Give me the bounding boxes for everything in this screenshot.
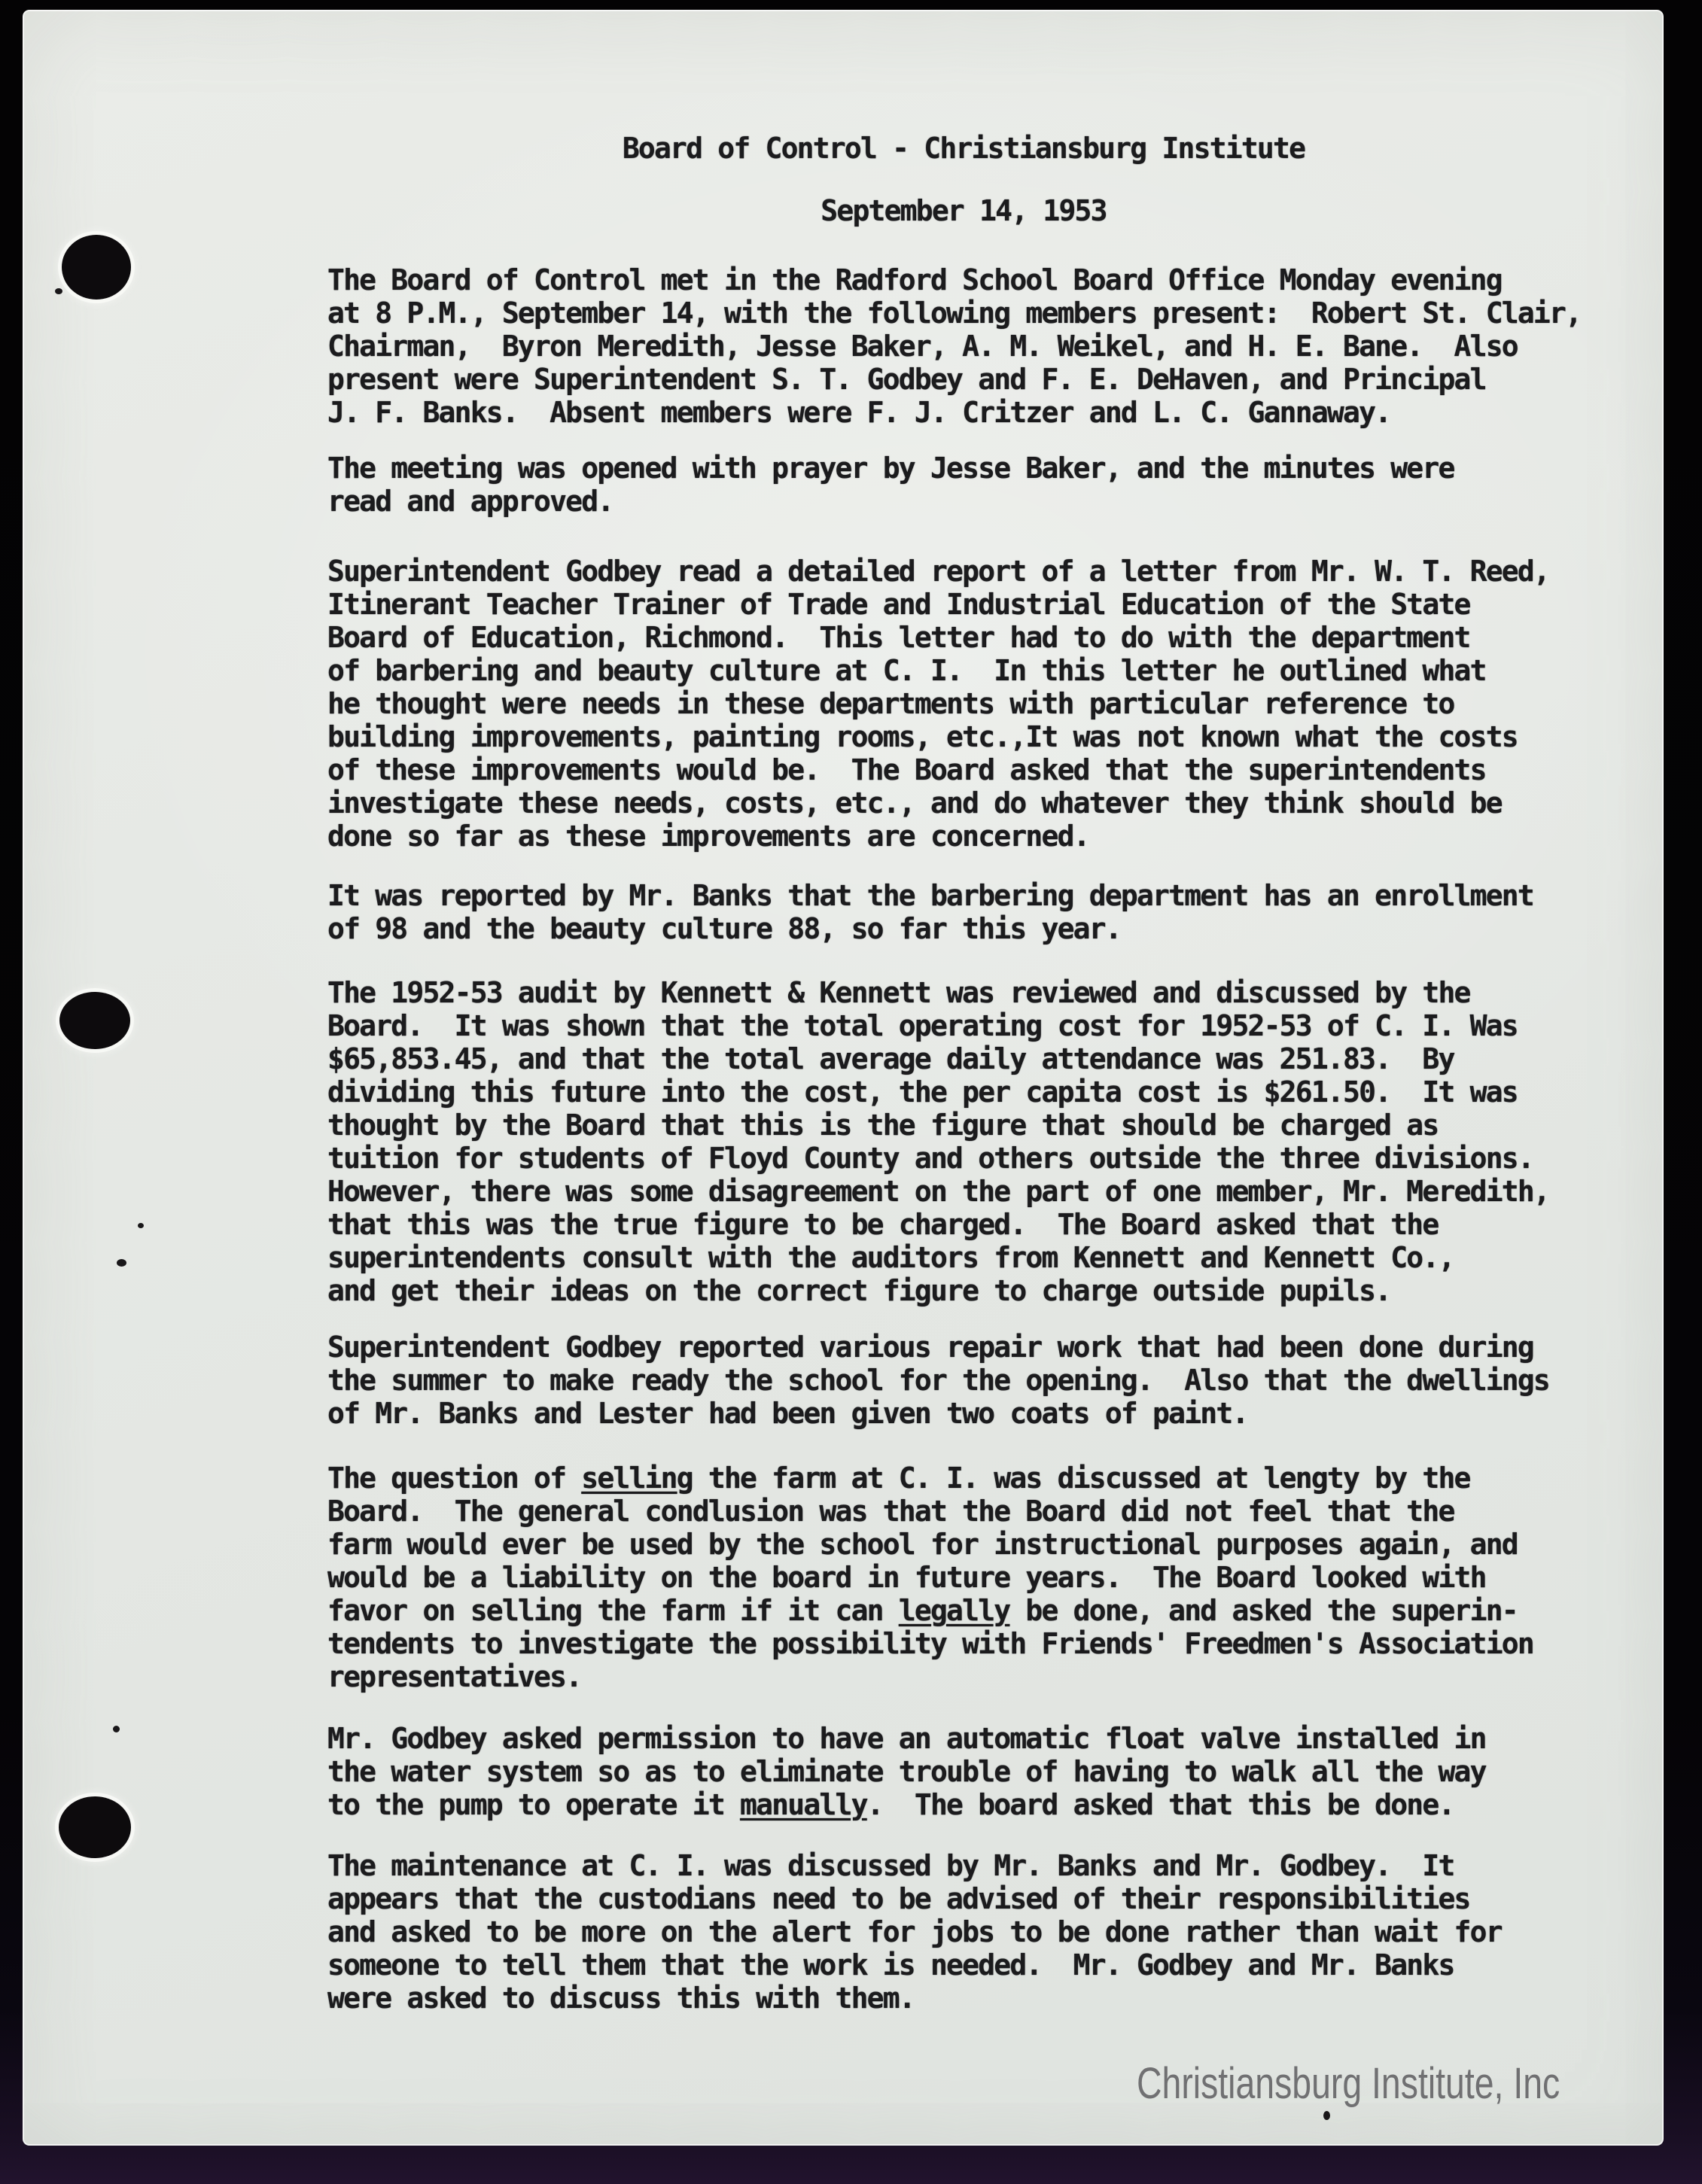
text-line: of these improvements would be. The Board asked that the superintendents: [327, 753, 1486, 786]
paragraph-float-valve: [327, 1722, 1486, 1821]
paragraph-farm-sale: [327, 1462, 1533, 1693]
ink-speck: [55, 288, 62, 294]
text-line: Board of Education, Richmond. This letter had to do with the department: [327, 621, 1470, 654]
text-line: Mr. Godbey asked permission to have an automatic float valve installed in: [327, 1722, 1486, 1755]
text-line: Board. The general condlusion was that the Board did not feel that the: [327, 1495, 1454, 1528]
ink-speck: [1323, 2111, 1330, 2120]
text-line: The meeting was opened with prayer by Jesse Baker, and the minutes were: [327, 452, 1454, 485]
text-line: representatives.: [327, 1660, 582, 1693]
text-line: The 1952-53 audit by Kennett & Kennett was reviewed and discussed by the: [327, 976, 1470, 1009]
text-line: J. F. Banks. Absent members were F. J. Critzer and L. C. Gannaway.: [327, 396, 1391, 429]
text-line: of barbering and beauty culture at C. I. In this letter he outlined what: [327, 654, 1486, 687]
text-line: favor on selling the farm if it can legally be done, and asked the superin-: [327, 1594, 1518, 1627]
text-line: Itinerant Teacher Trainer of Trade and Industrial Education of the State: [327, 588, 1470, 621]
text-line: were asked to discuss this with them.: [327, 1982, 915, 2015]
text-line: appears that the custodians need to be advised of their responsibilities: [327, 1882, 1470, 1915]
text-line: thought by the Board that this is the figure that should be charged as: [327, 1109, 1439, 1142]
text-line: of Mr. Banks and Lester had been given two coats of paint.: [327, 1397, 1248, 1430]
punch-hole: [62, 235, 131, 300]
ink-speck: [138, 1223, 144, 1228]
text-line: It was reported by Mr. Banks that the barbering department has an enrollment: [327, 879, 1533, 912]
punch-hole: [59, 1796, 131, 1858]
text-line: Superintendent Godbey reported various repair work that had been done during: [327, 1331, 1533, 1364]
paragraph-repair-work: [327, 1331, 1549, 1430]
text-line: superintendents consult with the auditors from Kennett and Kennett Co.,: [327, 1241, 1454, 1274]
text-line: he thought were needs in these departments with particular reference to: [327, 687, 1454, 720]
text-line: and asked to be more on the alert for jobs to be done rather than wait for: [327, 1915, 1502, 1948]
text-line: The maintenance at C. I. was discussed by Mr. Banks and Mr. Godbey. It: [327, 1849, 1454, 1882]
punch-hole: [59, 992, 130, 1049]
text-line: dividing this future into the cost, the per capita cost is $261.50. It was: [327, 1075, 1518, 1109]
text-line: Chairman, Byron Meredith, Jesse Baker, A. M. Weikel, and H. E. Bane. Also: [327, 330, 1518, 363]
document-date: September 14, 1953: [821, 194, 1107, 227]
text-line: Board. It was shown that the total operating cost for 1952-53 of C. I. Was: [327, 1009, 1518, 1042]
text-line: farm would ever be used by the school for instructional purposes again, and: [327, 1528, 1518, 1561]
paragraph-audit: [327, 976, 1549, 1307]
text-line: and get their ideas on the correct figure to charge outside pupils.: [327, 1274, 1391, 1307]
paper-sheet: [23, 10, 1664, 2146]
text-line: someone to tell them that the work is needed. Mr. Godbey and Mr. Banks: [327, 1948, 1454, 1982]
text-line: of 98 and the beauty culture 88, so far this year.: [327, 912, 1121, 945]
text-line: the water system so as to eliminate trouble of having to walk all the way: [327, 1755, 1486, 1788]
text-line: present were Superintendent S. T. Godbey and F. E. DeHaven, and Principal: [327, 363, 1486, 396]
text-line: the summer to make ready the school for the opening. Also that the dwellings: [327, 1364, 1550, 1397]
watermark-text: Christiansburg Institute, Inc: [1137, 2059, 1560, 2108]
text-line: Superintendent Godbey read a detailed report of a letter from Mr. W. T. Reed,: [327, 555, 1550, 588]
paragraph-maintenance: [327, 1849, 1502, 2015]
paragraph-reed-letter: [327, 555, 1549, 853]
document-title: Board of Control - Christiansburg Institute: [622, 132, 1305, 165]
paragraph-opening-prayer: [327, 452, 1454, 518]
text-line: The question of selling the farm at C. I. was discussed at lengty by the: [327, 1462, 1470, 1495]
text-line: to the pump to operate it manually. The board asked that this be done.: [327, 1788, 1454, 1821]
text-line: done so far as these improvements are concerned.: [327, 820, 1089, 853]
text-line: read and approved.: [327, 485, 614, 518]
ink-speck: [117, 1259, 126, 1267]
text-line: $65,853.45, and that the total average daily attendance was 251.83. By: [327, 1042, 1454, 1075]
paragraph-attendance: [327, 263, 1581, 429]
text-line: tendents to investigate the possibility with Friends' Freedmen's Association: [327, 1627, 1533, 1660]
text-line: building improvements, painting rooms, etc.,It was not known what the costs: [327, 720, 1518, 753]
text-line: tuition for students of Floyd County and others outside the three divisions.: [327, 1142, 1533, 1175]
ink-speck: [113, 1726, 120, 1732]
text-line: However, there was some disagreement on the part of one member, Mr. Meredith,: [327, 1175, 1550, 1208]
text-line: that this was the true figure to be charged. The Board asked that the: [327, 1208, 1439, 1241]
text-line: at 8 P.M., September 14, with the following members present: Robert St. Clair,: [327, 297, 1582, 330]
paragraph-enrollment: [327, 879, 1533, 945]
text-line: The Board of Control met in the Radford School Board Office Monday evening: [327, 263, 1502, 297]
text-line: investigate these needs, costs, etc., and do whatever they think should be: [327, 786, 1502, 820]
text-line: would be a liability on the board in future years. The Board looked with: [327, 1561, 1486, 1594]
